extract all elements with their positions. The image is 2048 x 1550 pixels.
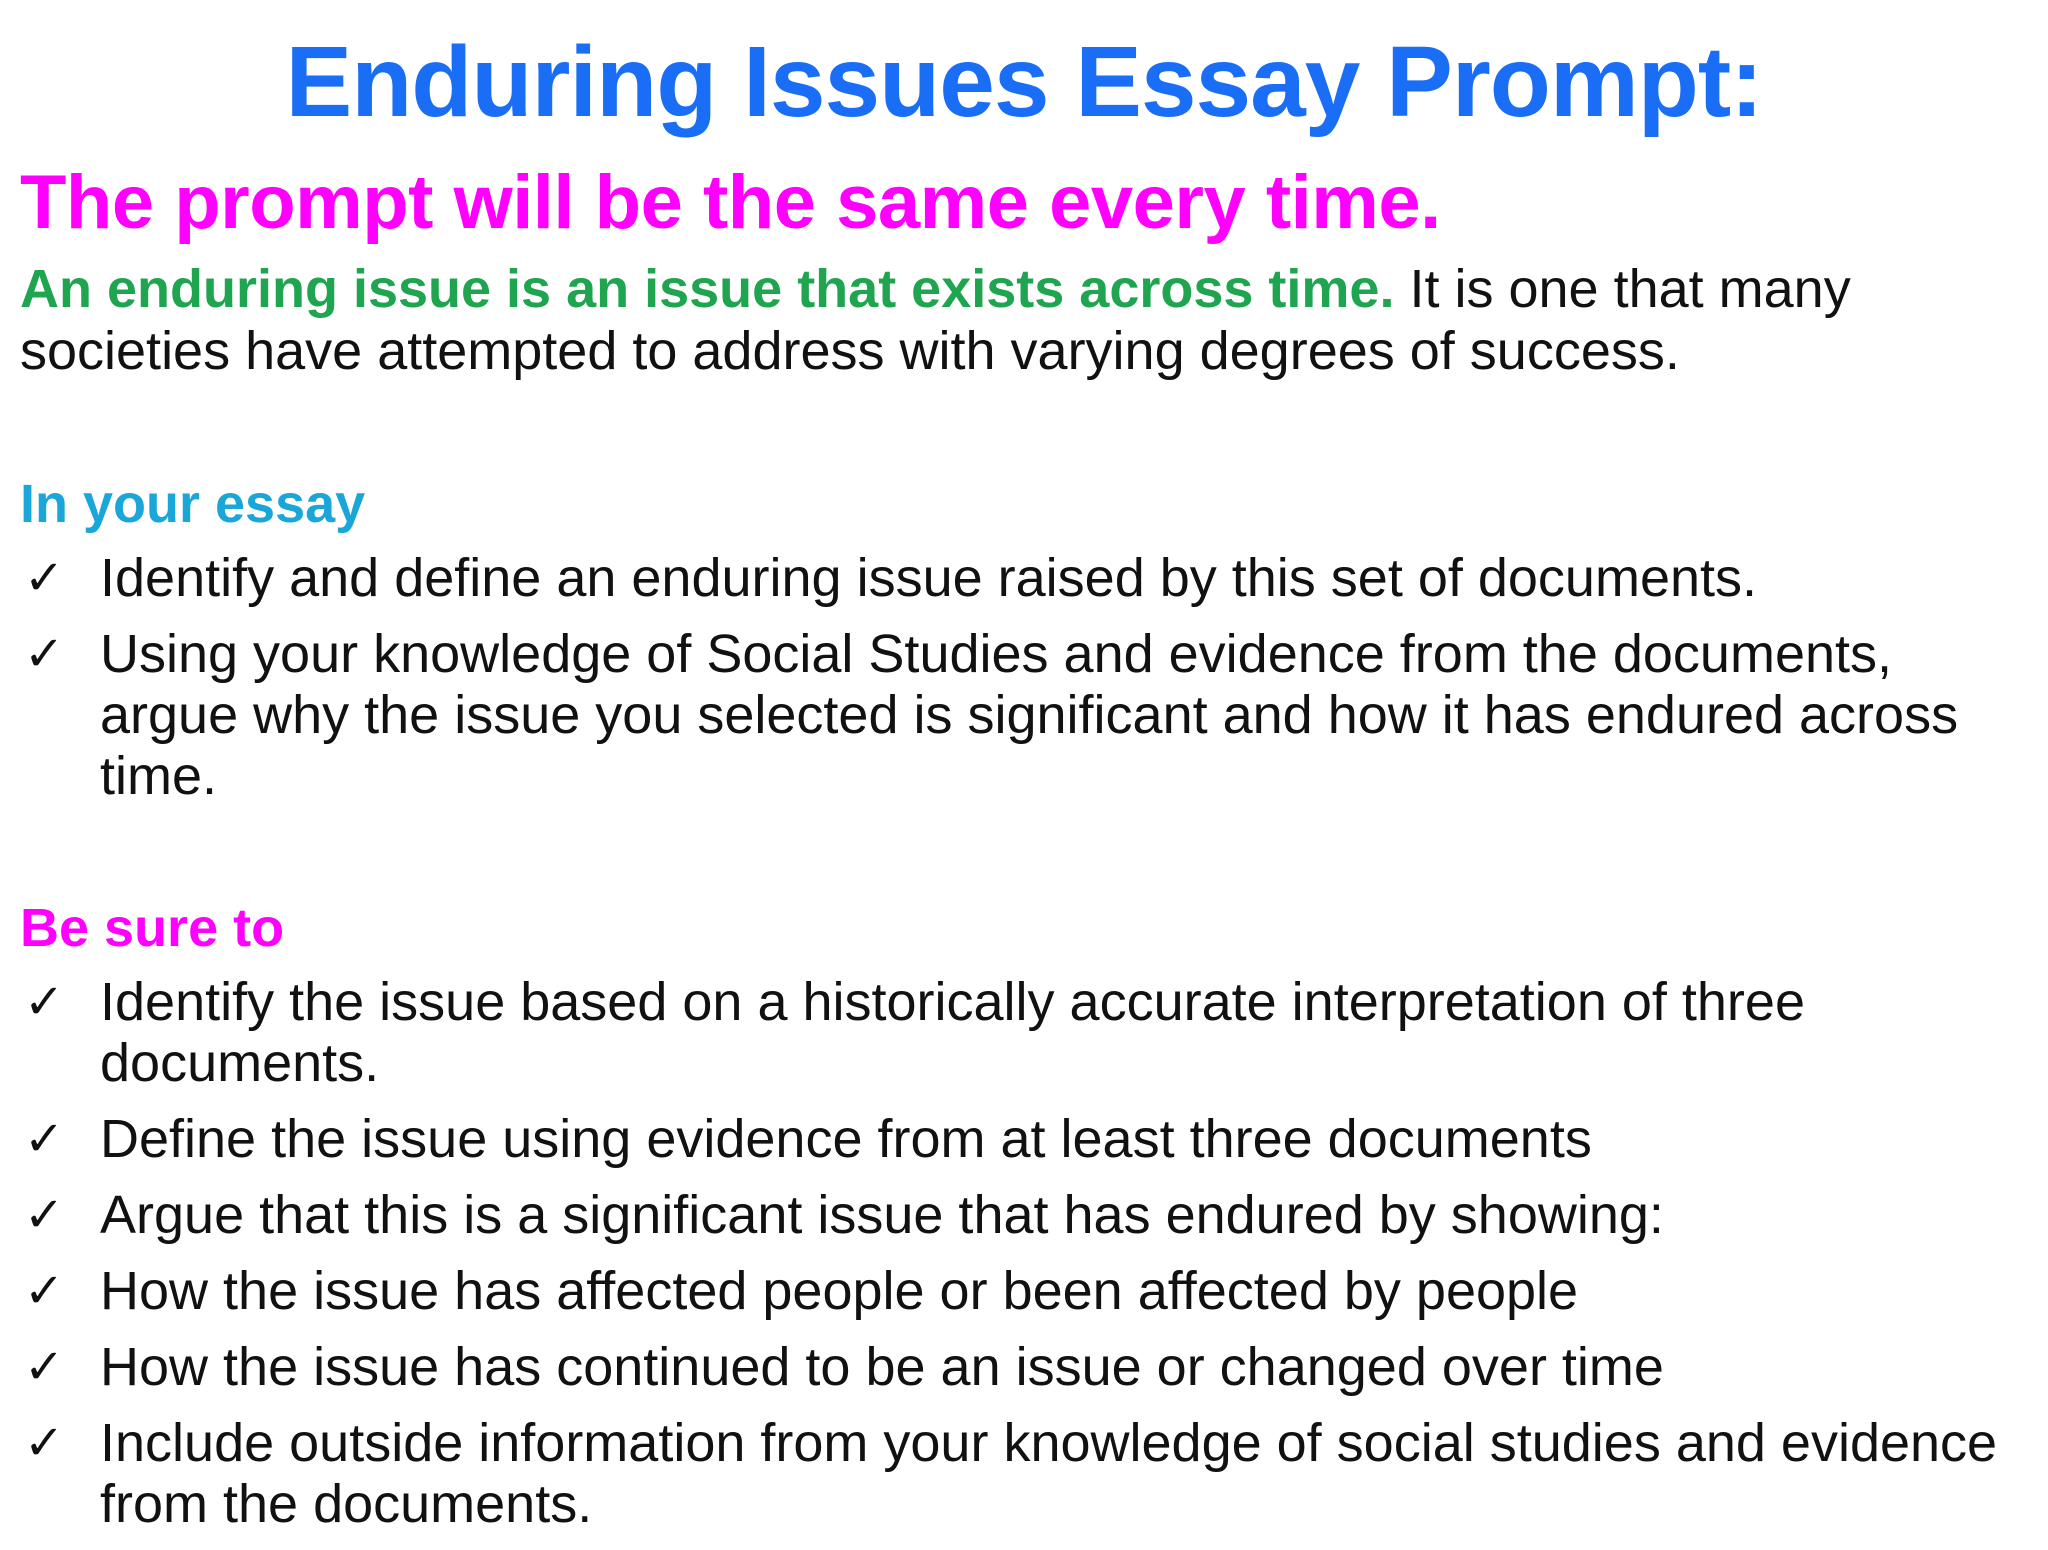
be-sure-to-heading: Be sure to: [20, 898, 285, 958]
definition-paragraph: [20, 258, 2020, 382]
checkmark-icon: ✓: [24, 974, 65, 1030]
list-item-text: How the issue has affected people or been affected by people: [100, 1261, 1579, 1321]
checkmark-icon: ✓: [24, 1187, 65, 1243]
list-item: [20, 1413, 2030, 1535]
checkmark-icon: ✓: [24, 1263, 65, 1319]
in-your-essay-heading: In your essay: [20, 474, 366, 534]
list-item: [20, 972, 2030, 1094]
list-item-text: Identify and define an enduring issue raised by this set of documents.: [100, 548, 1758, 608]
list-item-text: Argue that this is a significant issue that has endured by showing:: [100, 1185, 1664, 1245]
list-item: [20, 1337, 2030, 1398]
list-item-text: Using your knowledge of Social Studies and evidence from the documents, argue why the issue you selected is significant and how it has endured across time.: [100, 624, 1959, 806]
list-item-text: How the issue has continued to be an issue or changed over time: [100, 1337, 1664, 1397]
definition-rest: It is one that many societies have attempted to address with varying degrees of success.: [20, 259, 1851, 381]
subtitle: The prompt will be the same every time.: [20, 160, 1441, 245]
in-your-essay-list: [20, 548, 2030, 822]
checkmark-icon: ✓: [24, 1339, 65, 1395]
page-title: Enduring Issues Essay Prompt:: [285, 26, 1763, 138]
list-item-text: Define the issue using evidence from at least three documents: [100, 1109, 1592, 1169]
checkmark-icon: ✓: [24, 1415, 65, 1471]
list-item-text: Include outside information from your knowledge of social studies and evidence from the documents.: [100, 1413, 1998, 1534]
list-item: [20, 624, 2030, 807]
list-item: [20, 1261, 2030, 1322]
list-item: [20, 1109, 2030, 1170]
list-item: [20, 1185, 2030, 1246]
checkmark-icon: ✓: [24, 1111, 65, 1167]
be-sure-to-list: [20, 972, 2030, 1550]
list-item-text: Identify the issue based on a historically accurate interpretation of three documents.: [100, 972, 1805, 1093]
checkmark-icon: ✓: [24, 626, 65, 682]
definition-lead: An enduring issue is an issue that exists across time.: [20, 259, 1395, 319]
list-item: [20, 548, 2030, 609]
checkmark-icon: ✓: [24, 550, 65, 606]
